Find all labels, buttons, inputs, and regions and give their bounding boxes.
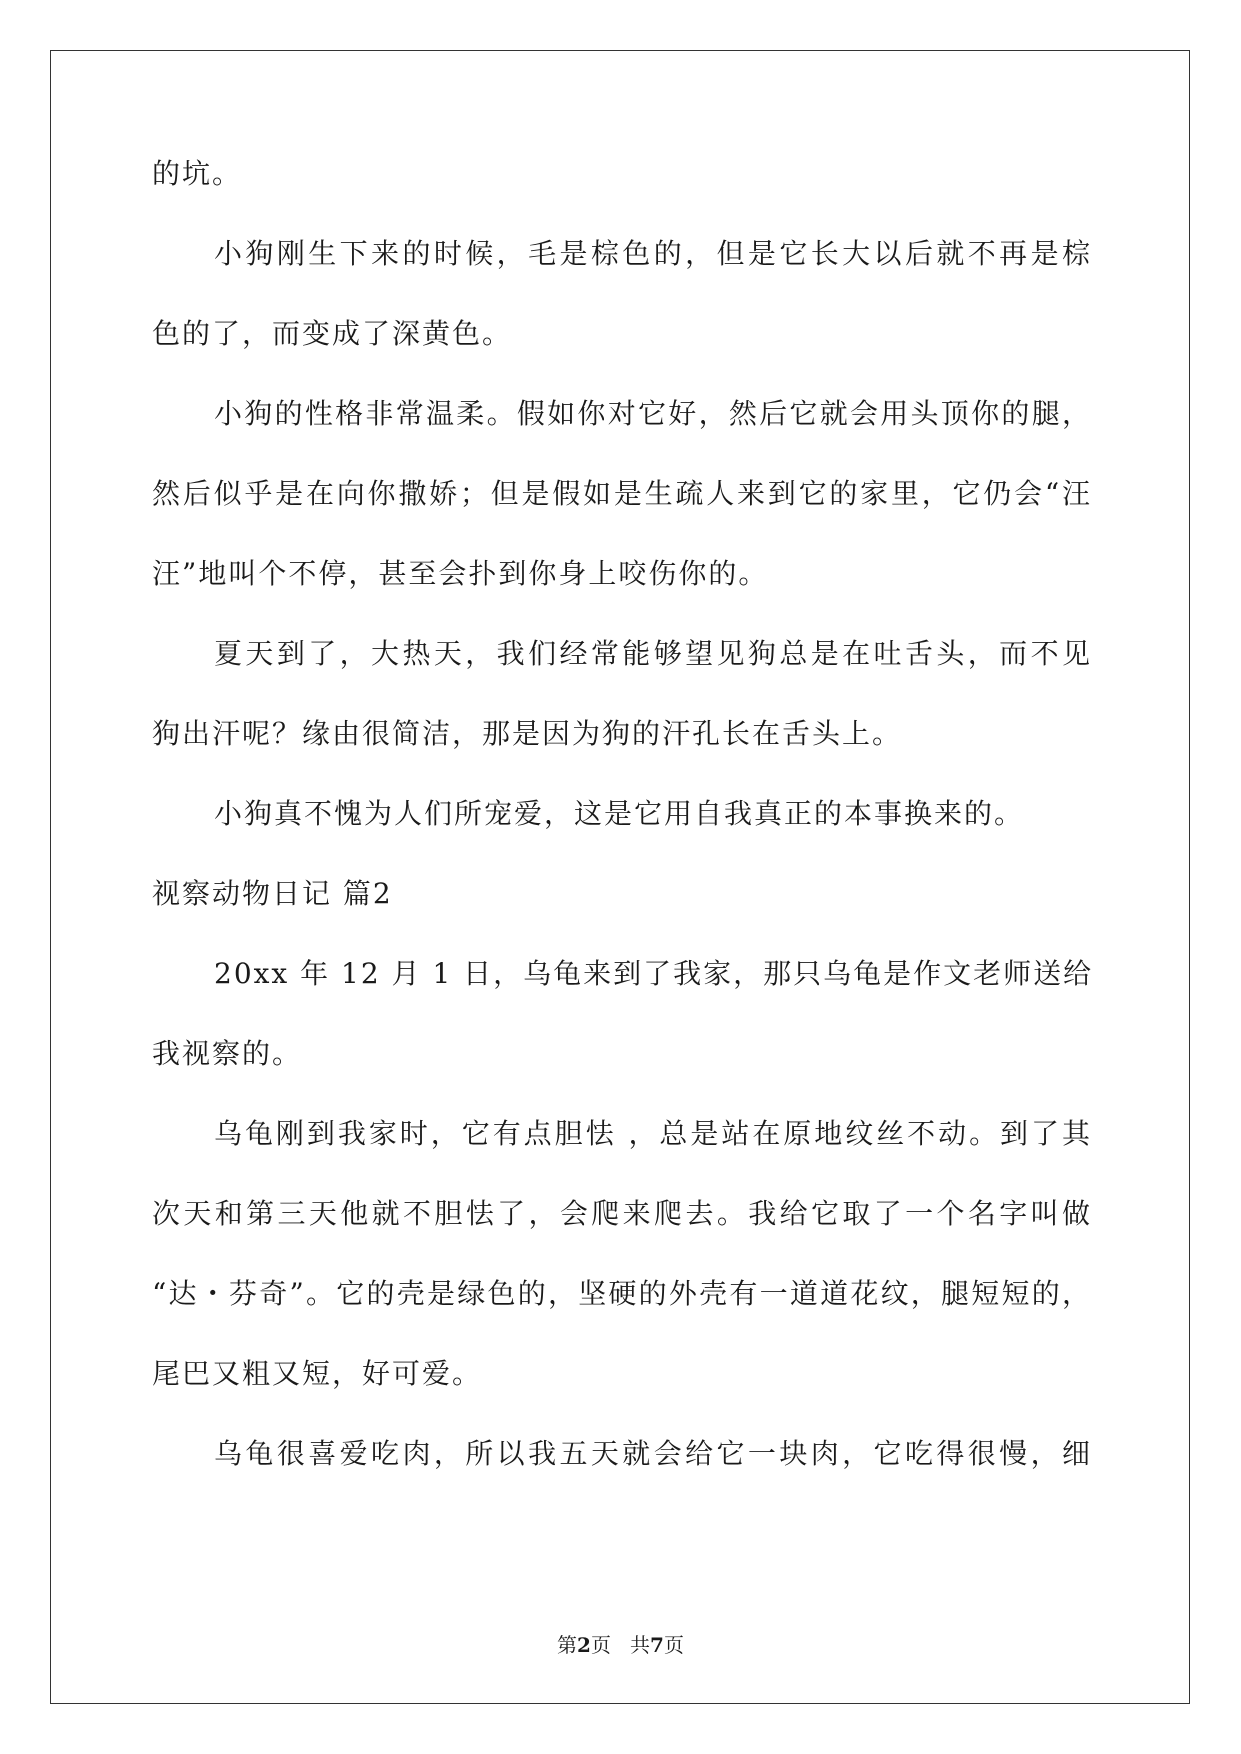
- text-line: 小狗刚生下来的时候，毛是棕色的，但是它长大以后就不再是棕: [214, 237, 1092, 270]
- text-line: 色的了，而变成了深黄色。: [152, 317, 513, 350]
- text-line: 小狗真不愧为人们所宠爱，这是它用自我真正的本事换来的。: [214, 797, 1025, 830]
- text-line: 小狗的性格非常温柔。假如你对它好，然后它就会用头顶你的腿，: [214, 397, 1092, 430]
- footer-total-pages: 7: [650, 1633, 664, 1657]
- text-line: 然后似乎是在向你撒娇；但是假如是生疏人来到它的家里，它仍会“汪: [152, 477, 1092, 510]
- text-line: “达・芬奇”。它的壳是绿色的，坚硬的外壳有一道道花纹，腿短短的，: [152, 1277, 1092, 1310]
- footer-mid: 页 共: [590, 1633, 651, 1657]
- text-line: 汪”地叫个不停，甚至会扑到你身上咬伤你的。: [152, 557, 769, 590]
- text-line: 次天和第三天他就不胆怯了，会爬来爬去。我给它取了一个名字叫做: [152, 1197, 1092, 1230]
- section-heading: 视察动物日记 篇2: [152, 877, 393, 910]
- page-footer: [0, 1630, 1241, 1660]
- footer-page-number: 2: [577, 1633, 591, 1657]
- text-line: 20xx 年 12 月 1 日，乌龟来到了我家，那只乌龟是作文老师送给: [214, 957, 1094, 990]
- text-line: 的坑。: [152, 157, 243, 190]
- text-line: 乌龟刚到我家时，它有点胆怯 ，总是站在原地纹丝不动。到了其: [214, 1117, 1092, 1150]
- footer-prefix: 第: [557, 1633, 578, 1657]
- text-line: 夏天到了，大热天，我们经常能够望见狗总是在吐舌头，而不见: [214, 637, 1092, 670]
- text-line: 我视察的。: [152, 1037, 303, 1070]
- text-line: 狗出汗呢？缘由很简洁，那是因为狗的汗孔长在舌头上。: [152, 717, 903, 750]
- text-line: 乌龟很喜爱吃肉，所以我五天就会给它一块肉，它吃得很慢，细: [214, 1437, 1092, 1470]
- footer-suffix: 页: [663, 1633, 684, 1657]
- text-line: 尾巴又粗又短，好可爱。: [152, 1357, 483, 1390]
